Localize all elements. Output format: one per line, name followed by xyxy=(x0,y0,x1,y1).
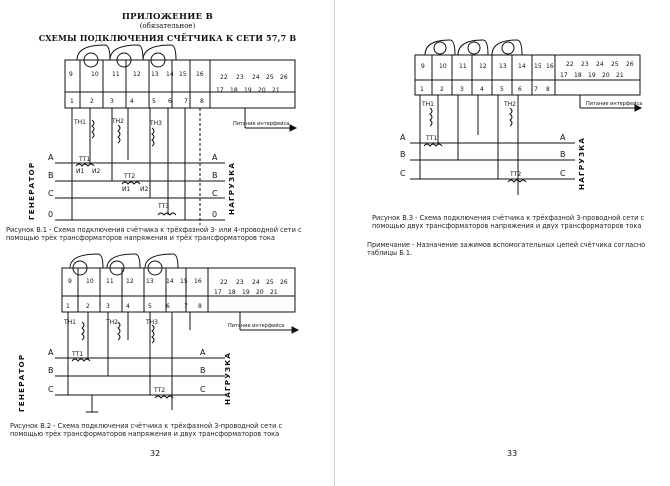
phase-a-gen: A xyxy=(48,153,54,162)
f2-term-4: 4 xyxy=(126,303,130,310)
term-6: 6 xyxy=(168,98,172,105)
tt3-label: ТТ3 xyxy=(158,203,170,210)
term-14: 14 xyxy=(166,71,174,78)
f3-term-6: 6 xyxy=(518,86,522,93)
f3-phase-a-load: A xyxy=(560,133,566,142)
appendix-title: СХЕМЫ ПОДКЛЮЧЕНИЯ СЧЁТЧИКА К СЕТИ 57,7 В xyxy=(38,33,297,43)
phase-a-load: A xyxy=(212,153,218,162)
f2-term-26: 26 xyxy=(280,279,288,286)
tn2-label: ТН2 xyxy=(112,118,124,125)
f3-term-24: 24 xyxy=(596,61,604,68)
neutral-gen: 0 xyxy=(48,210,54,219)
term-4: 4 xyxy=(130,98,134,105)
i2-label: И2 xyxy=(92,168,101,175)
f3-term-8: 8 xyxy=(546,86,550,93)
term-20: 20 xyxy=(258,87,266,94)
generator-label-1: ГЕНЕРАТОР xyxy=(27,161,36,220)
f3-term-7: 7 xyxy=(534,86,538,93)
tn1-label: ТН1 xyxy=(74,119,86,126)
load-label-2: НАГРУЗКА xyxy=(223,351,232,405)
f2-term-21: 21 xyxy=(270,289,278,296)
caption-fig3: Рисунок В.3 - Схема подключения счётчика к трёхфазной 3-проводной сети с помощью двух трансформаторов напряжения и двух трансформаторов тока xyxy=(372,214,645,230)
caption-fig2: Рисунок В.2 - Схема подключения счётчика к трёхфазной 3-проводной сети с помощью трёх трансформаторов напряжения и двух трансформаторов тока xyxy=(10,422,283,438)
f2-tn3: ТН3 xyxy=(146,319,158,326)
i1-label-2: И1 xyxy=(122,186,131,193)
f3-term-23: 23 xyxy=(581,61,589,68)
f3-term-19: 19 xyxy=(588,72,596,79)
f2-term-7: 7 xyxy=(184,303,188,310)
f3-term-10: 10 xyxy=(439,63,447,70)
term-21: 21 xyxy=(272,87,280,94)
f3-term-13: 13 xyxy=(499,63,507,70)
f2-term-24: 24 xyxy=(252,279,260,286)
f3-phase-b-load: B xyxy=(560,150,566,159)
i2-label-2: И2 xyxy=(140,186,149,193)
term-10: 10 xyxy=(91,71,99,78)
f3-term-1: 1 xyxy=(420,86,424,93)
note: Примечание - Назначение зажимов вспомогательных цепей счётчика согласно таблицы Б.1. xyxy=(367,241,646,257)
f3-term-3: 3 xyxy=(460,86,464,93)
phase-b-load: B xyxy=(212,171,218,180)
term-11: 11 xyxy=(112,71,120,78)
f3-term-11: 11 xyxy=(459,63,467,70)
f2-term-16: 16 xyxy=(194,278,202,285)
term-22: 22 xyxy=(220,74,228,81)
f2-phase-b-gen: B xyxy=(48,366,54,375)
f2-term-14: 14 xyxy=(166,278,174,285)
f2-tt2: ТТ2 xyxy=(154,387,166,394)
f2-phase-c-gen: C xyxy=(48,385,54,394)
term-9: 9 xyxy=(69,71,73,78)
tn3-label: ТН3 xyxy=(150,120,162,127)
f2-term-17: 17 xyxy=(214,289,222,296)
f2-phase-a-load: A xyxy=(200,348,206,357)
f2-interface-power: Питание интерфейса xyxy=(228,323,285,329)
interface-power-label: Питание интерфейса xyxy=(233,121,290,127)
f2-term-20: 20 xyxy=(256,289,264,296)
f3-term-26: 26 xyxy=(626,61,634,68)
f3-term-4: 4 xyxy=(480,86,484,93)
term-5: 5 xyxy=(152,98,156,105)
f2-term-23: 23 xyxy=(236,279,244,286)
term-12: 12 xyxy=(133,71,141,78)
f2-term-18: 18 xyxy=(228,289,236,296)
f3-term-25: 25 xyxy=(611,61,619,68)
term-17: 17 xyxy=(216,87,224,94)
f2-term-13: 13 xyxy=(146,278,154,285)
load-label-1: НАГРУЗКА xyxy=(227,161,236,215)
f2-tt1: ТТ1 xyxy=(72,351,84,358)
f3-term-9: 9 xyxy=(421,63,425,70)
f3-tt2: ТТ2 xyxy=(510,171,522,178)
term-24: 24 xyxy=(252,74,260,81)
f2-term-9: 9 xyxy=(68,278,72,285)
f3-phase-a-gen: A xyxy=(400,133,406,142)
f3-tn1: ТН1 xyxy=(422,101,434,108)
f3-term-16: 16 xyxy=(546,63,554,70)
term-16: 16 xyxy=(196,71,204,78)
f2-tn2: ТН2 xyxy=(106,319,118,326)
f2-phase-c-load: C xyxy=(200,385,206,394)
term-1: 1 xyxy=(70,98,74,105)
f2-term-12: 12 xyxy=(126,278,134,285)
load-label-3: НАГРУЗКА xyxy=(577,136,586,190)
f3-term-15: 15 xyxy=(534,63,542,70)
diagram-fig3 xyxy=(0,0,670,220)
term-19: 19 xyxy=(244,87,252,94)
tt1-label: ТТ1 xyxy=(79,156,91,163)
f3-term-12: 12 xyxy=(479,63,487,70)
f2-term-5: 5 xyxy=(148,303,152,310)
f2-term-3: 3 xyxy=(106,303,110,310)
f3-term-17: 17 xyxy=(560,72,568,79)
f3-term-20: 20 xyxy=(602,72,610,79)
f2-tn1: ТН1 xyxy=(64,319,76,326)
phase-c-load: C xyxy=(212,189,218,198)
f3-term-5: 5 xyxy=(500,86,504,93)
appendix-status: (обязательное) xyxy=(139,22,196,30)
term-15: 15 xyxy=(179,71,187,78)
f3-tt1: ТТ1 xyxy=(426,135,438,142)
neutral-load: 0 xyxy=(212,210,218,219)
f3-term-14: 14 xyxy=(518,63,526,70)
f2-term-6: 6 xyxy=(166,303,170,310)
term-7: 7 xyxy=(184,98,188,105)
f3-term-18: 18 xyxy=(574,72,582,79)
appendix-heading: ПРИЛОЖЕНИЕ В xyxy=(121,12,214,22)
phase-b-gen: B xyxy=(48,171,54,180)
f3-tn2: ТН2 xyxy=(504,101,516,108)
f2-term-1: 1 xyxy=(66,303,70,310)
f2-term-22: 22 xyxy=(220,279,228,286)
f2-phase-b-load: B xyxy=(200,366,206,375)
f2-term-8: 8 xyxy=(198,303,202,310)
generator-label-2: ГЕНЕРАТОР xyxy=(17,353,26,412)
f3-phase-b-gen: B xyxy=(400,150,406,159)
f2-term-11: 11 xyxy=(106,278,114,285)
term-18: 18 xyxy=(230,87,238,94)
f2-term-2: 2 xyxy=(86,303,90,310)
term-3: 3 xyxy=(110,98,114,105)
f3-term-21: 21 xyxy=(616,72,624,79)
i1-label: И1 xyxy=(76,168,85,175)
phase-c-gen: C xyxy=(48,189,54,198)
term-8: 8 xyxy=(200,98,204,105)
f2-term-10: 10 xyxy=(86,278,94,285)
tt2-label: ТТ2 xyxy=(124,173,136,180)
term-25: 25 xyxy=(266,74,274,81)
f2-term-19: 19 xyxy=(242,289,250,296)
page-number-left: 32 xyxy=(150,449,161,458)
term-23: 23 xyxy=(236,74,244,81)
f3-phase-c-load: C xyxy=(560,169,566,178)
term-2: 2 xyxy=(90,98,94,105)
f2-phase-a-gen: A xyxy=(48,348,54,357)
f2-term-15: 15 xyxy=(180,278,188,285)
f3-term-2: 2 xyxy=(440,86,444,93)
f2-term-25: 25 xyxy=(266,279,274,286)
term-26: 26 xyxy=(280,74,288,81)
caption-fig1: Рисунок В.1 - Схема подключения счётчика к трёхфазной 3- или 4-проводной сети с помощью трёх трансформаторов напряжения и трёх трансформаторов тока xyxy=(6,226,302,242)
f3-phase-c-gen: C xyxy=(400,169,406,178)
f3-term-22: 22 xyxy=(566,61,574,68)
term-13: 13 xyxy=(151,71,159,78)
page-number-right: 33 xyxy=(507,449,518,458)
f3-interface-power: Питание интерфейса xyxy=(586,101,643,107)
